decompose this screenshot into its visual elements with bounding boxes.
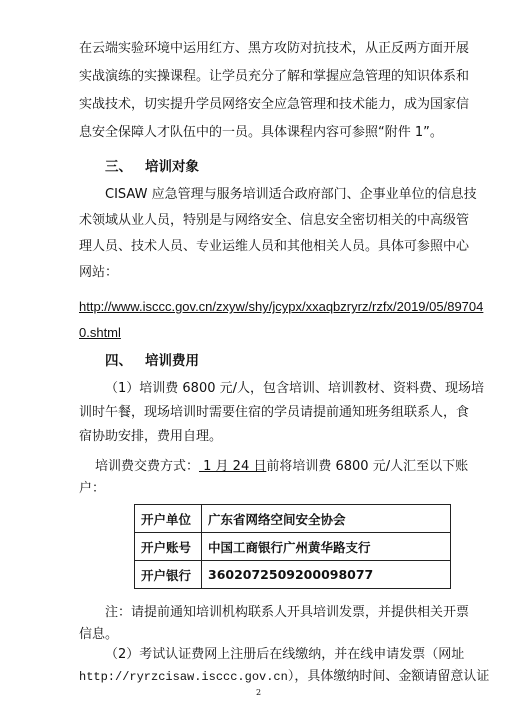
section-heading (105, 352, 199, 370)
section-number: 四、 (105, 353, 132, 369)
payment-suffix: 前将培训费 6800 元/人汇至以下账 (266, 459, 469, 474)
paragraph-line: 网站： (79, 265, 119, 280)
payment-deadline: 1 月 24 日 (199, 459, 267, 474)
center-website-link[interactable]: http://www.isccc.gov.cn/zxyw/shy/jcypx/xxaqbzryrz/rzfx/2019/05/89704 (79, 299, 484, 314)
paragraph-line: 理人员、技术人员、专业运维人员和其他相关人员。具体可参照中心 (79, 239, 470, 254)
paragraph-line: 术领域从业人员，特别是与网络安全、信息安全密切相关的中高级管 (79, 213, 470, 228)
table-row (135, 505, 451, 533)
table-cell-value: 中国工商银行广州黄华路支行 (202, 533, 451, 561)
paragraph-line (79, 668, 490, 686)
center-website-link-continued[interactable]: 0.shtml (79, 325, 121, 340)
paragraph-line: （2）考试认证费网上注册后在线缴纳，并在线申请发票（网址 (105, 647, 465, 662)
paragraph-line: 注：请提前通知培训机构联系人开具培训发票，并提供相关开票 (105, 605, 470, 620)
paragraph-line: 训时午餐，现场培训时需要住宿的学员请提前通知班务组联系人，食 (79, 405, 470, 420)
paragraph-line: 户： (79, 481, 106, 496)
paragraph-line: 息安全保障人才队伍中的一员。具体课程内容可参照“附件 1”。 (79, 125, 443, 140)
paragraph-line: 信息。 (79, 627, 119, 642)
section-heading (105, 158, 199, 176)
section-title: 培训费用 (145, 353, 199, 369)
paragraph-text: ），具体缴纳时间、金额请留意认证 (287, 669, 490, 684)
table-cell-value: 广东省网络空间安全协会 (202, 505, 451, 533)
paragraph-line: CISAW 应急管理与服务培训适合政府部门、企事业单位的信息技 (105, 187, 477, 202)
table-row (135, 533, 451, 561)
paragraph-line: 在云端实验环境中运用红方、黑方攻防对抗技术，从正反两方面开展 (79, 41, 470, 56)
paragraph-line: （1）培训费 6800 元/人，包含培训、培训教材、资料费、现场培 (105, 381, 484, 396)
table-cell-value: 3602072509200098077 (202, 561, 451, 589)
exam-registration-url[interactable]: http://ryrzcisaw.isccc.gov.cn (79, 670, 288, 684)
page-number: 2 (255, 688, 262, 697)
table-cell-key: 开户账号 (135, 533, 202, 561)
payment-line (95, 458, 469, 476)
table-cell-key: 开户银行 (135, 561, 202, 589)
table-cell-key: 开户单位 (135, 505, 202, 533)
payment-prefix: 培训费交费方式： (95, 459, 200, 474)
paragraph-line: 实战技术，切实提升学员网络安全应急管理和技术能力，成为国家信 (79, 97, 470, 112)
bank-account-table (134, 504, 451, 589)
section-number: 三、 (105, 159, 132, 175)
table-row (135, 561, 451, 589)
section-title: 培训对象 (145, 159, 199, 175)
paragraph-line: 实战演练的实操课程。让学员充分了解和掌握应急管理的知识体系和 (79, 69, 470, 84)
paragraph-line: 宿协助安排，费用自理。 (79, 429, 223, 444)
